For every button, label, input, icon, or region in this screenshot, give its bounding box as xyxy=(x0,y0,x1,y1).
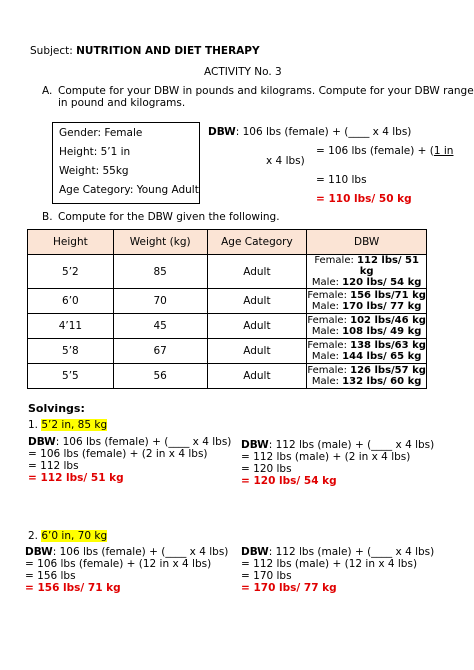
dbw-female xyxy=(307,255,426,277)
part-b-instruction: Compute for the DBW given the following. xyxy=(58,211,280,223)
column-header: Weight (kg) xyxy=(113,230,207,255)
cell-dbw xyxy=(307,364,427,389)
profile-height: Height: 5’1 in xyxy=(59,146,131,158)
calc-result: = 156 lbs/ 71 kg xyxy=(25,582,121,594)
calc-line: = 112 lbs (male) + (2 in x 4 lbs) xyxy=(241,451,411,463)
part-a-calc-line4: = 110 lbs xyxy=(316,174,367,186)
solving-1-male xyxy=(241,439,434,487)
male-label: Male: xyxy=(311,277,343,288)
subject-line xyxy=(30,45,260,57)
cell-weight: 67 xyxy=(113,339,207,364)
cell-age: Adult xyxy=(207,255,307,289)
calc-text: : 106 lbs (female) + (____ x 4 lbs) xyxy=(55,436,232,448)
cell-dbw xyxy=(307,314,427,339)
calc-line xyxy=(241,439,434,451)
table-row xyxy=(28,364,427,389)
solving-2-female xyxy=(25,546,228,594)
dbw-male xyxy=(307,301,426,312)
part-a-letter: A. xyxy=(42,85,53,97)
cell-height: 5’2 xyxy=(28,255,114,289)
dbw-male xyxy=(307,277,426,288)
cell-weight: 45 xyxy=(113,314,207,339)
calc-line: = 106 lbs (female) + (12 in x 4 lbs) xyxy=(25,558,212,570)
solving-number: 1. xyxy=(28,419,39,431)
solving-number: 2. xyxy=(28,530,39,542)
solving-2-male xyxy=(241,546,434,594)
cell-age: Adult xyxy=(207,289,307,314)
calc-line2-underlined: 1 in xyxy=(433,145,454,157)
calc-line: = 170 lbs xyxy=(241,570,292,582)
female-label: Female: xyxy=(307,290,351,301)
part-a-calc-line2 xyxy=(316,145,453,157)
cell-height: 5’5 xyxy=(28,364,114,389)
dbw-female xyxy=(307,365,426,376)
calc-line: = 106 lbs (female) + (2 in x 4 lbs) xyxy=(28,448,208,460)
cell-weight: 70 xyxy=(113,289,207,314)
solvings-title: Solvings: xyxy=(28,402,85,415)
profile-age: Age Category: Young Adult xyxy=(59,184,199,196)
calc-text: : 106 lbs (female) + (____ x 4 lbs) xyxy=(52,546,229,558)
female-label: Female: xyxy=(314,255,358,266)
part-a-calc-line1 xyxy=(208,126,411,138)
female-value: 138 lbs/63 kg xyxy=(350,340,426,351)
cell-age: Adult xyxy=(207,364,307,389)
calc-line: = 120 lbs xyxy=(241,463,292,475)
part-a-result: = 110 lbs/ 50 kg xyxy=(316,193,412,205)
dbw-female xyxy=(307,340,426,351)
cell-height: 4’11 xyxy=(28,314,114,339)
male-label: Male: xyxy=(311,301,343,312)
female-label: Female: xyxy=(307,365,351,376)
subject-value: NUTRITION AND DIET THERAPY xyxy=(76,45,260,57)
calc-text: : 112 lbs (male) + (____ x 4 lbs) xyxy=(268,546,435,558)
dbw-female xyxy=(307,315,426,326)
part-a-line2: in pound and kilograms. xyxy=(58,97,186,109)
cell-age: Adult xyxy=(207,314,307,339)
male-value: 144 lbs/ 65 kg xyxy=(342,351,422,362)
calc-line xyxy=(28,436,231,448)
cell-weight: 56 xyxy=(113,364,207,389)
female-value: 102 lbs/46 kg xyxy=(350,315,426,326)
female-value: 156 lbs/71 kg xyxy=(350,290,426,301)
cell-dbw xyxy=(307,255,427,289)
part-b-letter: B. xyxy=(42,211,53,223)
dbw-label: DBW xyxy=(241,439,269,451)
calc-line: = 156 lbs xyxy=(25,570,76,582)
table-row xyxy=(28,289,427,314)
male-label: Male: xyxy=(311,351,343,362)
female-label: Female: xyxy=(307,315,351,326)
calc-result: = 170 lbs/ 77 kg xyxy=(241,582,337,594)
column-header: Height xyxy=(28,230,114,255)
subject-label: Subject: xyxy=(30,45,73,57)
table-row xyxy=(28,339,427,364)
calc-text: : 112 lbs (male) + (____ x 4 lbs) xyxy=(268,439,435,451)
cell-dbw xyxy=(307,339,427,364)
dbw-label: DBW xyxy=(208,126,236,138)
solving-2-heading xyxy=(28,530,107,542)
profile-gender: Gender: Female xyxy=(59,127,143,139)
cell-height: 6’0 xyxy=(28,289,114,314)
solving-label: 6’0 in, 70 kg xyxy=(41,530,108,542)
dbw-male xyxy=(307,326,426,337)
male-value: 108 lbs/ 49 kg xyxy=(342,326,422,337)
cell-age: Adult xyxy=(207,339,307,364)
profile-box xyxy=(52,122,200,204)
dbw-male xyxy=(307,376,426,387)
table-header-row xyxy=(28,230,427,255)
female-value: 126 lbs/57 kg xyxy=(350,365,426,376)
cell-height: 5’8 xyxy=(28,339,114,364)
dbw-female xyxy=(307,290,426,301)
dbw-label: DBW xyxy=(25,546,53,558)
male-value: 132 lbs/ 60 kg xyxy=(342,376,422,387)
calc-line: = 112 lbs (male) + (12 in x 4 lbs) xyxy=(241,558,418,570)
calc-line: = 112 lbs xyxy=(28,460,79,472)
calc-line2-pre: = 106 lbs (female) + ( xyxy=(316,145,434,157)
male-label: Male: xyxy=(311,326,343,337)
dbw-table xyxy=(27,229,427,389)
column-header: Age Category xyxy=(207,230,307,255)
dbw-label: DBW xyxy=(28,436,56,448)
column-header: DBW xyxy=(307,230,427,255)
female-label: Female: xyxy=(307,340,351,351)
calc-line xyxy=(241,546,434,558)
solving-1-heading xyxy=(28,419,107,431)
part-a-line1: Compute for your DBW in pounds and kilograms. Compute for your DBW range xyxy=(58,85,474,97)
dbw-male xyxy=(307,351,426,362)
male-label: Male: xyxy=(311,376,343,387)
calc-line1-rest: : 106 lbs (female) + (____ x 4 lbs) xyxy=(235,126,412,138)
male-value: 170 lbs/ 77 kg xyxy=(342,301,422,312)
calc-result: = 120 lbs/ 54 kg xyxy=(241,475,337,487)
cell-dbw xyxy=(307,289,427,314)
male-value: 120 lbs/ 54 kg xyxy=(342,277,422,288)
activity-title: ACTIVITY No. 3 xyxy=(204,66,282,78)
solving-label: 5’2 in, 85 kg xyxy=(41,419,108,431)
table-row xyxy=(28,314,427,339)
table-row xyxy=(28,255,427,289)
calc-result: = 112 lbs/ 51 kg xyxy=(28,472,124,484)
solving-1-female xyxy=(28,436,231,484)
female-value: 112 lbs/ 51 kg xyxy=(357,255,419,277)
calc-line xyxy=(25,546,228,558)
dbw-label: DBW xyxy=(241,546,269,558)
profile-weight: Weight: 55kg xyxy=(59,165,129,177)
part-a-calc-line3: x 4 lbs) xyxy=(266,155,305,167)
cell-weight: 85 xyxy=(113,255,207,289)
